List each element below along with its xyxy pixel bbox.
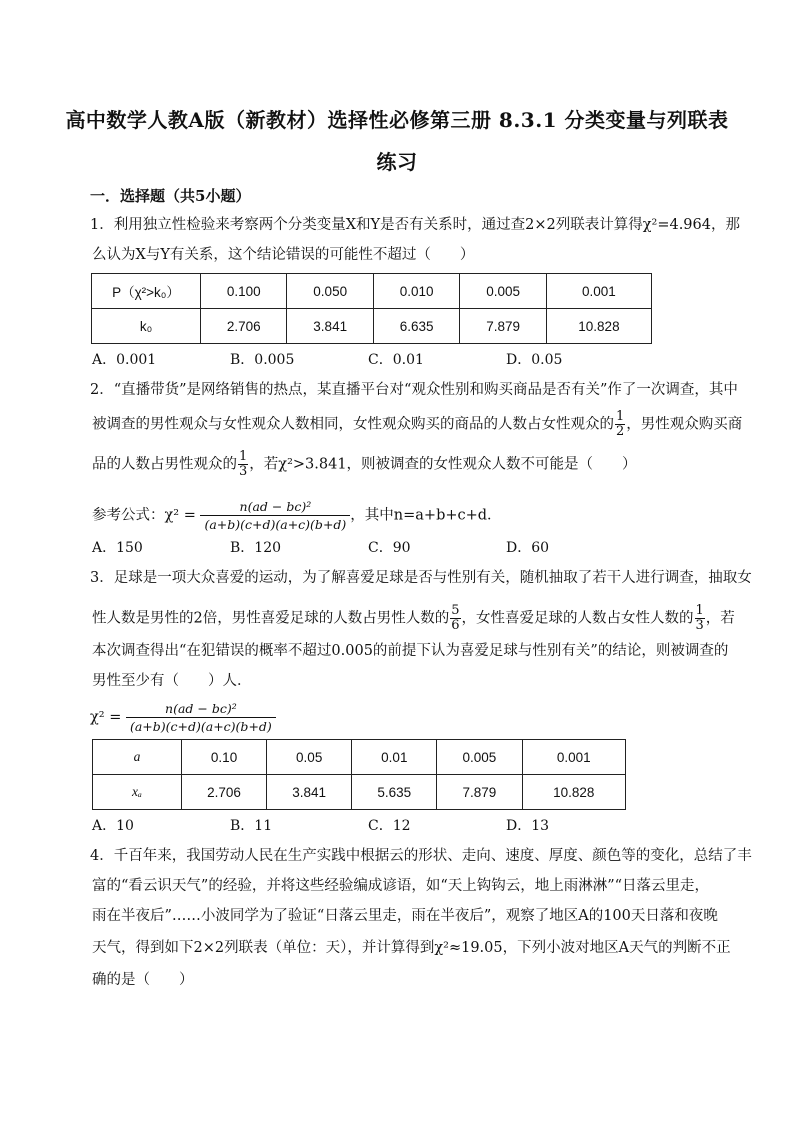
q2-option-d[interactable]: D．60 bbox=[506, 540, 550, 556]
q1-options bbox=[92, 349, 652, 369]
q3-option-d[interactable]: D．13 bbox=[506, 818, 550, 834]
q1-option-b[interactable]: B．0.005 bbox=[230, 352, 295, 368]
table-cell: 6.635 bbox=[373, 309, 459, 344]
q2-formula-fraction bbox=[200, 498, 350, 533]
q3-fraction-five-sixths bbox=[450, 604, 460, 633]
q2-formula bbox=[92, 498, 502, 533]
q3-fraction-third bbox=[695, 604, 705, 633]
q1-line2: 么认为X与Y有关系，这个结论错误的可能性不超过（ ） bbox=[92, 247, 475, 263]
formula-den: (a+b)(c+d)(a+c)(b+d) bbox=[129, 719, 272, 734]
table-cell: P（χ²>k₀） bbox=[92, 274, 201, 309]
q3-line2-text-b: ，女性喜爱足球的人数占女性人数的 bbox=[461, 610, 694, 627]
table-cell: 0.05 bbox=[267, 740, 352, 775]
frac-den: 3 bbox=[239, 464, 248, 479]
q3-line2-text-c: ，若 bbox=[705, 610, 735, 627]
table-cell: xₐ bbox=[93, 775, 182, 810]
q2-option-b[interactable]: B．120 bbox=[230, 540, 282, 556]
q2-formula-label: 参考公式：χ² = bbox=[92, 507, 196, 524]
table-cell: 2.706 bbox=[182, 775, 267, 810]
table-cell: 10.828 bbox=[522, 775, 626, 810]
table-row bbox=[93, 740, 626, 775]
table-row bbox=[92, 309, 652, 344]
q2-line3 bbox=[92, 450, 637, 479]
doc-title-line2: 练习 bbox=[376, 150, 418, 174]
table-cell: 10.828 bbox=[546, 309, 651, 344]
q3-option-b[interactable]: B．11 bbox=[230, 818, 273, 834]
q2-option-a[interactable]: A．150 bbox=[92, 540, 143, 556]
formula-num: n(ad − bc)² bbox=[200, 498, 350, 516]
table-cell: 0.10 bbox=[182, 740, 267, 775]
frac-num: 1 bbox=[239, 449, 248, 464]
q3-formula-label: χ² = bbox=[90, 709, 122, 726]
q3-line2-text: 性人数是男性的2倍，男性喜爱足球的人数占男性人数的 bbox=[92, 610, 450, 627]
q3-option-c[interactable]: C．12 bbox=[368, 818, 411, 834]
q3-line4: 男性至少有（ ）人． bbox=[92, 673, 252, 689]
q1-table bbox=[91, 273, 652, 344]
q1-line1: 1．利用独立性检验来考察两个分类变量X和Y是否有关系时，通过查2×2列联表计算得χ²=4.964，那 bbox=[90, 217, 740, 233]
table-cell: 0.100 bbox=[201, 274, 287, 309]
q3-options bbox=[92, 815, 652, 835]
q4-line2: 富的“看云识天气”的经验，并将这些经验编成谚语，如“天上钩钩云，地上雨淋淋”“日落云里走， bbox=[92, 878, 710, 894]
q3-line1: 3．足球是一项大众喜爱的运动，为了解喜爱足球是否与性别有关，随机抽取了若干人进行调查，抽取女 bbox=[90, 570, 752, 586]
q2-option-c[interactable]: C．90 bbox=[368, 540, 411, 556]
table-cell: k₀ bbox=[92, 309, 201, 344]
q1-option-d[interactable]: D．0.05 bbox=[506, 352, 563, 368]
table-row bbox=[93, 775, 626, 810]
q2-line1: 2．“直播带货”是网络销售的热点，某直播平台对“观众性别和购买商品是否有关”作了一次调查，其中 bbox=[90, 382, 738, 398]
formula-num: n(ad − bc)² bbox=[126, 700, 276, 718]
doc-title-line1: 高中数学人教A版（新教材）选择性必修第三册 8.3.1 分类变量与列联表 bbox=[65, 108, 729, 132]
table-row bbox=[92, 274, 652, 309]
table-cell: 3.841 bbox=[267, 775, 352, 810]
q2-formula-tail: ，其中n=a+b+c+d． bbox=[350, 507, 502, 524]
formula-den: (a+b)(c+d)(a+c)(b+d) bbox=[204, 517, 347, 532]
table-cell: 2.706 bbox=[201, 309, 287, 344]
q3-line3: 本次调查得出“在犯错误的概率不超过0.005的前提下认为喜爱足球与性别有关”的结论，则被调查的 bbox=[92, 643, 729, 659]
q2-fraction-third bbox=[238, 450, 248, 479]
frac-den: 6 bbox=[451, 618, 460, 633]
table-cell: 0.010 bbox=[373, 274, 459, 309]
section-heading: 一．选择题（共5小题） bbox=[90, 187, 251, 205]
q1-option-c[interactable]: C．0.01 bbox=[368, 352, 424, 368]
q3-table bbox=[92, 739, 626, 810]
table-cell: 5.635 bbox=[352, 775, 437, 810]
q3-formula-fraction bbox=[126, 700, 276, 735]
table-cell: 0.01 bbox=[352, 740, 437, 775]
q2-line3-text: 品的人数占男性观众的 bbox=[92, 456, 237, 473]
q3-formula bbox=[90, 700, 276, 735]
q2-line2-text-b: ，男性观众购买商 bbox=[626, 416, 743, 433]
table-cell: 0.001 bbox=[546, 274, 651, 309]
frac-num: 1 bbox=[695, 603, 704, 618]
q2-line2 bbox=[92, 410, 742, 439]
table-cell: 0.050 bbox=[287, 274, 373, 309]
frac-den: 3 bbox=[695, 618, 704, 633]
q4-line3: 雨在半夜后”……小波同学为了验证“日落云里走，雨在半夜后”，观察了地区A的100天日落和夜晚 bbox=[92, 908, 718, 924]
q3-line2 bbox=[92, 604, 735, 633]
table-cell: 0.005 bbox=[460, 274, 546, 309]
q2-options bbox=[92, 537, 652, 557]
q1-option-a[interactable]: A．0.001 bbox=[92, 352, 157, 368]
frac-den: 2 bbox=[616, 424, 625, 439]
table-cell: 0.005 bbox=[437, 740, 522, 775]
q4-line4: 天气，得到如下2×2列联表（单位：天），并计算得到χ²≈19.05，下列小波对地区A天气的判断不正 bbox=[92, 940, 731, 956]
table-cell: 7.879 bbox=[460, 309, 546, 344]
frac-num: 1 bbox=[616, 409, 625, 424]
q2-line2-text: 被调查的男性观众与女性观众人数相同，女性观众购买的商品的人数占女性观众的 bbox=[92, 416, 614, 433]
table-cell: 3.841 bbox=[287, 309, 373, 344]
q2-line3-text-b: ，若χ²>3.841，则被调查的女性观众人数不可能是（ ） bbox=[249, 456, 637, 473]
q3-option-a[interactable]: A．10 bbox=[92, 818, 134, 834]
q4-line5: 确的是（ ） bbox=[92, 972, 194, 988]
q4-line1: 4．千百年来，我国劳动人民在生产实践中根据云的形状、走向、速度、厚度、颜色等的变化，总结了丰 bbox=[90, 848, 752, 864]
table-cell: a bbox=[93, 740, 182, 775]
frac-num: 5 bbox=[451, 603, 460, 618]
q2-fraction-half bbox=[615, 410, 625, 439]
table-cell: 0.001 bbox=[522, 740, 626, 775]
table-cell: 7.879 bbox=[437, 775, 522, 810]
